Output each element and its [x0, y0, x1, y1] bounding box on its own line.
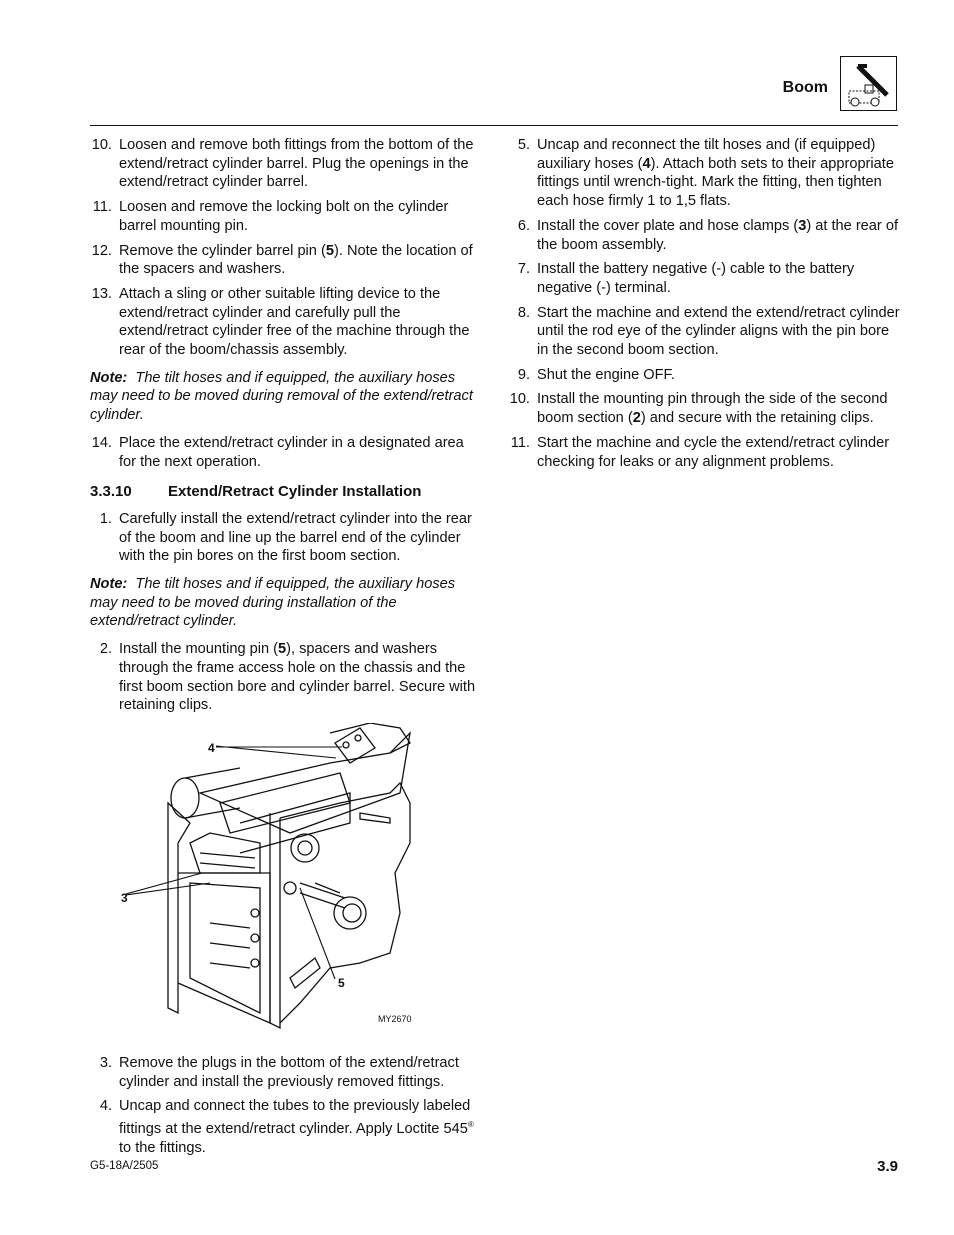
- step-13: 13. Attach a sling or other suitable lifting device to the extend/retract cylinder and carefully pull the extend/retract cylinder free of the machine through the rear of the boom/chassis assembly.: [91, 285, 470, 359]
- telehandler-boom-icon: [840, 56, 897, 111]
- boom-cylinder-figure: [90, 723, 480, 1046]
- install-step-7: 7. Install the battery negative (-) cable to the battery negative (-) terminal.: [517, 261, 855, 296]
- right-column: [508, 136, 900, 477]
- callout-5: 5: [338, 975, 345, 990]
- install-step-3: 3. Remove the plugs in the bottom of the extend/retract cylinder and install the previously removed fittings.: [99, 1054, 459, 1090]
- step-11: 11. Loosen and remove the locking bolt on the cylinder barrel mounting pin.: [92, 199, 449, 234]
- page-number: 3.9: [877, 1158, 898, 1175]
- section-heading: 3.3.10 Extend/Retract Cylinder Installation: [90, 483, 422, 501]
- install-step-4: 4. Uncap and connect the tubes to the previously labeled fittings at the extend/retract cylinder. Apply Loctite 545® to the fittings.: [99, 1098, 474, 1156]
- callout-3: 3: [121, 890, 128, 905]
- install-step-1: 1. Carefully install the extend/retract cylinder into the rear of the boom and line up the barrel end of the cylinder with the pin bores on the first boom section.: [99, 510, 472, 565]
- install-step-2: 2. Install the mounting pin (5), spacers and washers through the frame access hole on the chassis and the first boom section bore and cylinder barrel. Secure with retaining clips.: [99, 641, 476, 714]
- callout-4: 4: [208, 740, 215, 755]
- install-step-10: 10. Install the mounting pin through the side of the second boom section (2) and secure with the retaining clips.: [509, 391, 888, 427]
- note-installation: Note: The tilt hoses and if equipped, the auxiliary hoses may need to be moved during installation of the extend/retract cylinder.: [90, 576, 456, 630]
- boom-illustration: [90, 723, 480, 1046]
- document-code: G5-18A/2505: [90, 1160, 159, 1172]
- install-step-6: 6. Install the cover plate and hose clamps (3) at the rear of the boom assembly.: [517, 217, 899, 253]
- install-step-8: 8. Start the machine and extend the extend/retract cylinder until the rod eye of the cylinder aligns with the pin bore in the second boom section.: [517, 304, 900, 359]
- install-step-5: 5. Uncap and reconnect the tilt hoses and (if equipped) auxiliary hoses (4). Attach both sets to their appropriate fittings until wrench-tight. Mark the fitting, then tighten each hose firmly 1 to 1,5 flats.: [517, 137, 894, 210]
- step-12: 12. Remove the cylinder barrel pin (5). Note the location of the spacers and washers.: [91, 242, 473, 278]
- figure-code: MY2670: [378, 1013, 412, 1024]
- left-column: [90, 136, 480, 1163]
- install-step-11: 11. Start the machine and cycle the extend/retract cylinder checking for leaks or any alignment problems.: [510, 434, 890, 470]
- step-14: 14. Place the extend/retract cylinder in a designated area for the next operation.: [91, 434, 464, 470]
- install-step-9: 9. Shut the engine OFF.: [517, 366, 675, 383]
- header-rule: [90, 125, 898, 126]
- section-title: Boom: [782, 79, 828, 96]
- step-10: 10. Loosen and remove both fittings from the bottom of the extend/retract cylinder barrel. Plug the openings in the extend/retract cylinder barrel.: [91, 137, 474, 191]
- note-removal: Note: The tilt hoses and if equipped, the auxiliary hoses may need to be moved during removal of the extend/retract cylinder.: [90, 369, 473, 424]
